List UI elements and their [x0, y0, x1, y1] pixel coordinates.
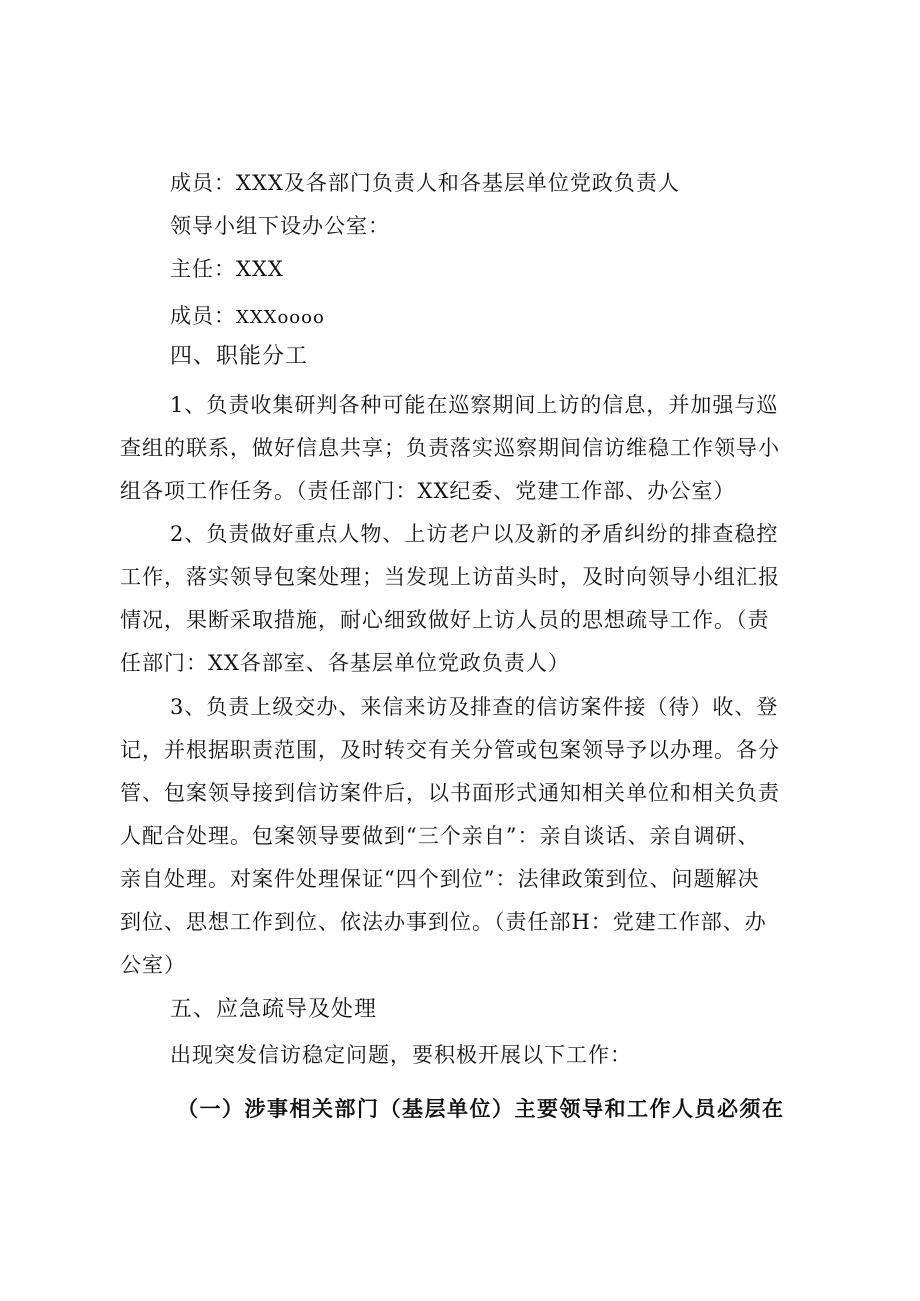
section-5-title: 五、应急疏导及处理: [170, 997, 378, 1022]
item-3-line-1: 3、负责上级交办、来信来访及排查的信访案件接（待）收、登: [170, 695, 779, 719]
members-line: 成员：XXX及各部门负责人和各基层单位党政负责人: [170, 171, 680, 195]
item-3-line-3: 管、包案领导接到信访案件后，以书面形式通知相关单位和相关负责: [120, 781, 780, 805]
director-line: [170, 259, 284, 280]
item-3-line-6: 到位、思想工作到位、依法办事到位。（责任部H：党建工作部、办: [120, 910, 767, 934]
item-2-line-1: 2、负责做好重点人物、上访老户以及新的矛盾纠纷的排查稳控: [170, 522, 779, 546]
item-2-line-3: 情况，果断采取措施，耐心细致做好上访人员的思想疏导工作。（责: [120, 608, 770, 632]
item-3-line-4: 人配合处理。包案领导要做到“三个亲自”：亲自谈话、亲自调研、: [120, 824, 760, 848]
item-2-line-4: 任部门：XX各部室、各基层单位党政负责人）: [120, 651, 570, 675]
director-value: XXX: [236, 257, 284, 281]
item-1-line-3: 组各项工作任务。（责任部门：XX纪委、党建工作部、办公室）: [120, 479, 736, 503]
office-members-value: XXXoooo: [236, 307, 325, 328]
office-members-line: [170, 306, 325, 327]
office-line: 领导小组下设办公室：: [170, 214, 390, 238]
subsection-1-title: （一）涉事相关部门（基层单位）主要领导和工作人员必须在: [177, 1096, 785, 1121]
item-3-line-7: 公室）: [120, 953, 186, 977]
director-label: 主任：: [170, 257, 236, 281]
section-4-title: 四、职能分工: [170, 344, 309, 369]
item-1-line-1: 1、负责收集研判各种可能在巡察期间上访的信息，并加强与巡: [170, 393, 779, 417]
item-2-line-2: 工作，落实领导包案处理；当发现上访苗头时，及时向领导小组汇报: [120, 565, 780, 589]
office-members-label: 成员：: [170, 304, 236, 328]
item-3-line-5: 亲自处理。对案件处理保证“四个到位”：法律政策到位、问题解决: [120, 867, 760, 891]
section-5-intro: 出现突发信访稳定问题，要积极开展以下工作：: [170, 1043, 632, 1067]
item-3-line-2: 记，并根据职责范围，及时转交有关分管或包案领导予以办理。各分: [120, 738, 780, 762]
item-1-line-2: 查组的联系，做好信息共享；负责落实巡察期间信访维稳工作领导小: [120, 436, 780, 460]
